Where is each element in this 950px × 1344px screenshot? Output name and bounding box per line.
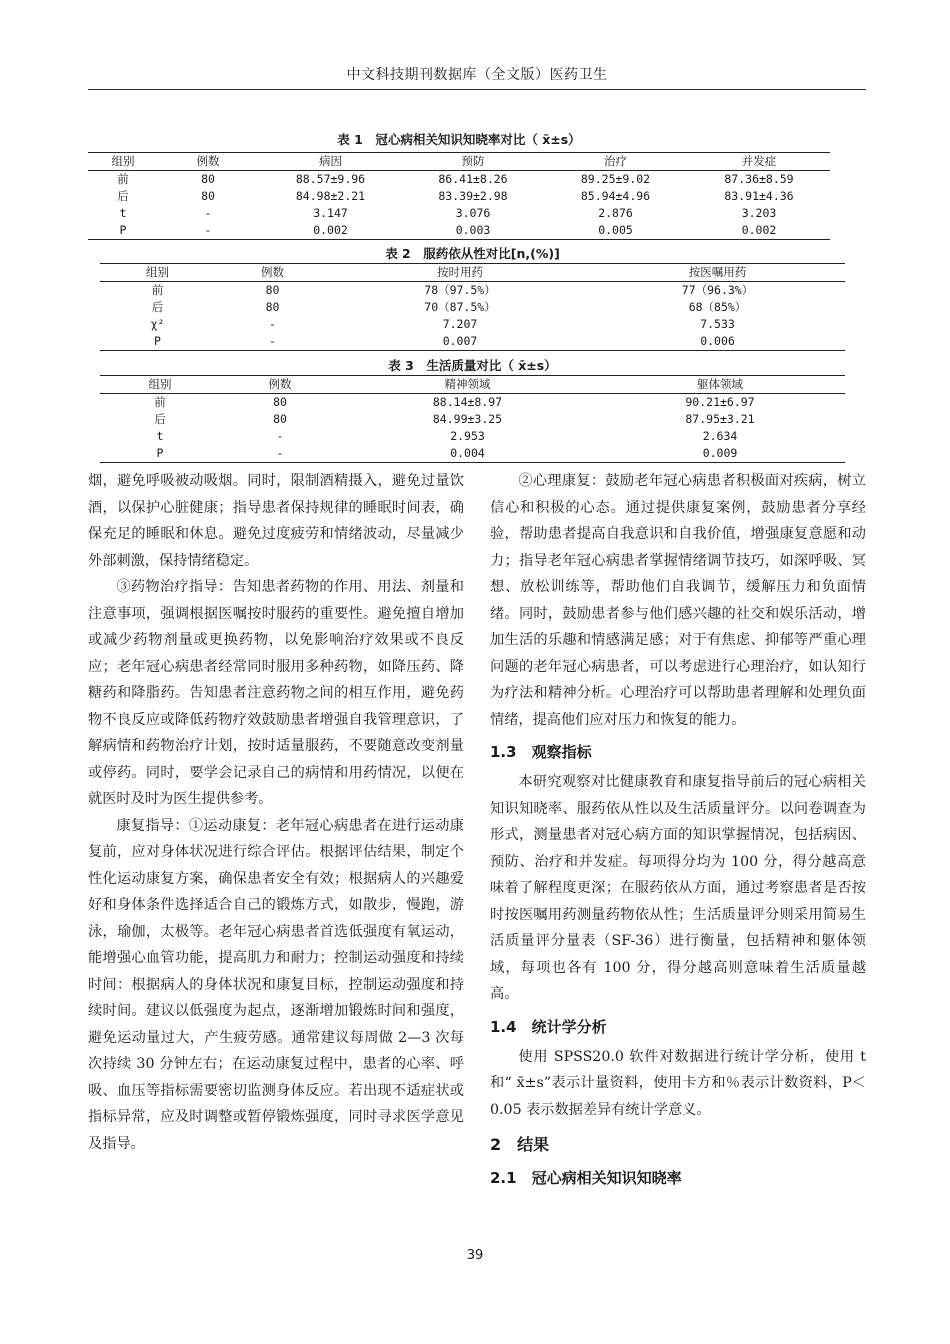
table1-header: 组别 bbox=[88, 153, 158, 171]
table3-header: 躯体领域 bbox=[595, 376, 845, 394]
table2-header: 例数 bbox=[215, 264, 330, 282]
table2-header-row bbox=[100, 264, 845, 282]
table-cell: P bbox=[119, 223, 127, 237]
table2-header: 组别 bbox=[100, 264, 215, 282]
table-cell: 87.36±8.59 bbox=[724, 172, 794, 186]
paragraph: 本研究观察对比健康教育和康复指导前后的冠心病相关知识知晓率、服药依从性以及生活质量评分。以问卷调查为形式，测量患者对冠心病方面的知识掌握情况，包括病因、预防、治疗和并发症。每项得分均为 100 分，得分越高意味着了解程度更深；在服药依从方面，通过考察患者是否按时按医嘱用药测量药物依从性；生活质量评分则采用简易生活质量评分量表（SF-36）进行衡量，包括精神和躯体领域，每项也各有 100 分，得分越高则意味着生活质量越高。 bbox=[490, 774, 866, 1002]
table-row bbox=[100, 445, 845, 463]
table-cell: 80 bbox=[273, 412, 287, 426]
table-cell: 0.009 bbox=[702, 446, 738, 460]
running-header: 中文科技期刊数据库（全文版）医药卫生 bbox=[346, 67, 608, 83]
table-cell: P bbox=[154, 334, 161, 348]
table-cell: 84.98±2.21 bbox=[295, 189, 366, 203]
table-cell: 0.002 bbox=[741, 223, 777, 237]
paragraph: 康复指导：①运动康复：老年冠心病患者在进行运动康复前，应对身体状况进行综合评估。根据评估结果，制定个性化运动康复方案，确保患者安全有效；根据病人的兴趣爱好和身体条件选择适合自己的锻炼方式，如散步，慢跑，游泳，瑜伽，太极等。老年冠心病患者首选低强度有氧运动，能增强心血管功能，提高肌力和耐力；控制运动强度和持续时间：根据病人的身体状况和康复目标，控制运动强度和持续时间。建议以低强度为起点，逐渐增加锻炼时间和强度，避免运动量过大，产生疲劳感。通常建议每周做 2—3 次每次持续 30 分钟左右；在运动康复过程中，患者的心率、呼吸、血压等指标需要密切监测身体反应。若出现不适症状或指标异常，应及时调整或暂停锻炼强度，同时寻求医学意见及指导。 bbox=[88, 817, 464, 1152]
table1-header: 并发症 bbox=[688, 153, 830, 171]
table-cell: 86.41±8.26 bbox=[438, 172, 508, 186]
table-cell: 0.007 bbox=[442, 334, 478, 348]
table-cell: 0.003 bbox=[455, 223, 491, 237]
table-row bbox=[100, 282, 845, 300]
paragraph: 烟，避免呼吸被动吸烟。同时，限制酒精摄入，避免过量饮酒，以保护心脏健康；指导患者保持规律的睡眠时间表，确保充足的睡眠和休息。避免过度疲劳和情绪波动，尽量减少外部刺激，保持情绪稳定。 bbox=[88, 473, 464, 569]
table-cell: 83.91±4.36 bbox=[724, 189, 794, 203]
table1 bbox=[88, 152, 830, 240]
table-cell: 0.005 bbox=[598, 223, 633, 237]
page-number: 39 bbox=[466, 1248, 484, 1263]
table-row bbox=[88, 222, 830, 240]
table3-header-row bbox=[100, 376, 845, 394]
table1-header: 病因 bbox=[258, 153, 403, 171]
table-cell: - bbox=[204, 223, 212, 237]
table-row bbox=[88, 171, 830, 189]
table3-header: 例数 bbox=[220, 376, 340, 394]
table-row bbox=[100, 333, 845, 351]
table-cell: 0.002 bbox=[313, 223, 348, 237]
table2-header: 按医嘱用药 bbox=[590, 264, 845, 282]
table-cell: 68（85%） bbox=[688, 300, 747, 314]
table-cell: t bbox=[156, 429, 164, 443]
table-cell: 80 bbox=[201, 172, 215, 186]
table-cell: χ² bbox=[150, 317, 165, 331]
table3 bbox=[100, 375, 845, 463]
table-cell: 后 bbox=[151, 300, 164, 314]
table1-header: 预防 bbox=[403, 153, 543, 171]
table-cell: 78（97.5%） bbox=[424, 283, 496, 297]
table-cell: 80 bbox=[201, 189, 215, 203]
table-cell: 前 bbox=[154, 395, 166, 409]
table-cell: 80 bbox=[273, 395, 287, 409]
table-row bbox=[100, 428, 845, 445]
table-cell: 前 bbox=[151, 283, 164, 297]
table3-header: 组别 bbox=[100, 376, 220, 394]
table-cell: 0.006 bbox=[700, 334, 735, 348]
header-rule bbox=[88, 89, 866, 90]
table-cell: 88.14±8.97 bbox=[432, 395, 503, 409]
table-cell: P bbox=[156, 446, 164, 460]
table-cell: 80 bbox=[265, 300, 280, 314]
table-cell: 0.004 bbox=[450, 446, 485, 460]
paragraph: 使用 SPSS20.0 软件对数据进行统计学分析，使用 t 和“ x̄±s”表示计量资料，使用卡方和％表示计数资料，P＜0.05 表示数据差异有统计学意义。 bbox=[490, 1048, 866, 1118]
table-cell: 后 bbox=[154, 412, 166, 426]
table-cell: 77（96.3%） bbox=[681, 283, 754, 297]
table2-title: 表 2 服药依从性对比[n,(%)] bbox=[385, 246, 560, 261]
table-row bbox=[100, 299, 845, 316]
table3-title: 表 3 生活质量对比（ x̄±s） bbox=[388, 358, 557, 373]
paragraph: ②心理康复：鼓励老年冠心病患者积极面对疾病，树立信心和积极的心态。通过提供康复案例，鼓励患者分享经验，帮助患者提高自我意识和自我价值，增强康复意愿和动力；指导老年冠心病患者掌握情绪调节技巧，如深呼吸、冥想、放松训练等，帮助他们自我调节，缓解压力和负面情绪。同时，鼓励患者参与他们感兴趣的社交和娱乐活动，增加生活的乐趣和情感满足感；对于有焦虑、抑郁等严重心理问题的老年冠心病患者，可以考虑进行心理治疗，如认知行为疗法和精神分析。心理治疗可以帮助患者理解和处理负面情绪，提高他们应对压力和恢复的能力。 bbox=[490, 473, 866, 728]
table-cell: 3.203 bbox=[741, 206, 777, 220]
section-heading: 2 结果 bbox=[490, 1135, 550, 1154]
table-cell: - bbox=[204, 206, 212, 220]
table-row bbox=[100, 316, 845, 333]
table-cell: 89.25±9.02 bbox=[580, 172, 651, 186]
table-cell: 2.876 bbox=[598, 206, 633, 220]
table-cell: - bbox=[269, 334, 276, 348]
table-cell: 2.953 bbox=[450, 429, 485, 443]
table-cell: t bbox=[119, 206, 127, 220]
table-cell: 87.95±3.21 bbox=[685, 412, 755, 426]
table-row bbox=[100, 411, 845, 428]
table-cell: 前 bbox=[117, 172, 129, 186]
left-column bbox=[88, 468, 464, 1157]
table-cell: - bbox=[269, 317, 276, 331]
table-cell: 7.207 bbox=[442, 317, 478, 331]
section-heading: 2.1 冠心病相关知识知晓率 bbox=[490, 1169, 682, 1187]
table-cell: 85.94±4.96 bbox=[580, 189, 651, 203]
table-row bbox=[100, 394, 845, 412]
table-cell: 84.99±3.25 bbox=[432, 412, 503, 426]
right-column bbox=[490, 468, 866, 1195]
table1-header: 例数 bbox=[158, 153, 258, 171]
table-cell: - bbox=[276, 429, 284, 443]
table2 bbox=[100, 263, 845, 351]
table-cell: - bbox=[276, 446, 284, 460]
table-cell: 3.076 bbox=[455, 206, 491, 220]
table-row bbox=[88, 188, 830, 205]
table1-header-row bbox=[88, 153, 830, 171]
table2-header: 按时用药 bbox=[330, 264, 590, 282]
table-cell: 88.57±9.96 bbox=[295, 172, 366, 186]
section-heading: 1.4 统计学分析 bbox=[490, 1017, 607, 1036]
table-cell: 2.634 bbox=[702, 429, 738, 443]
table-cell: 83.39±2.98 bbox=[438, 189, 508, 203]
table-cell: 3.147 bbox=[313, 206, 348, 220]
table-cell: 70（87.5%） bbox=[424, 300, 496, 314]
table1-title: 表 1 冠心病相关知识知晓率对比（ x̄±s） bbox=[337, 132, 581, 147]
table-cell: 7.533 bbox=[700, 317, 735, 331]
table-cell: 80 bbox=[265, 283, 280, 297]
table-cell: 90.21±6.97 bbox=[685, 395, 755, 409]
section-heading: 1.3 观察指标 bbox=[490, 743, 592, 761]
table3-header: 精神领域 bbox=[340, 376, 595, 394]
table-cell: 后 bbox=[117, 189, 129, 203]
table-row bbox=[88, 205, 830, 222]
paragraph: ③药物治疗指导：告知患者药物的作用、用法、剂量和注意事项，强调根据医嘱按时服药的重要性。避免擅自增加或减少药物剂量或更换药物，以免影响治疗效果或不良反应；老年冠心病患者经常同时服用多种药物，如降压药、降糖药和降脂药。告知患者注意药物之间的相互作用，避免药物不良反应或降低药物疗效鼓励患者增强自我管理意识，了解病情和药物治疗计划，按时适量服药，不要随意改变剂量或停药。同时，要学会记录自己的病情和用药情况，以便在就医时及时为医生提供参考。 bbox=[88, 579, 464, 807]
table1-header: 治疗 bbox=[543, 153, 688, 171]
